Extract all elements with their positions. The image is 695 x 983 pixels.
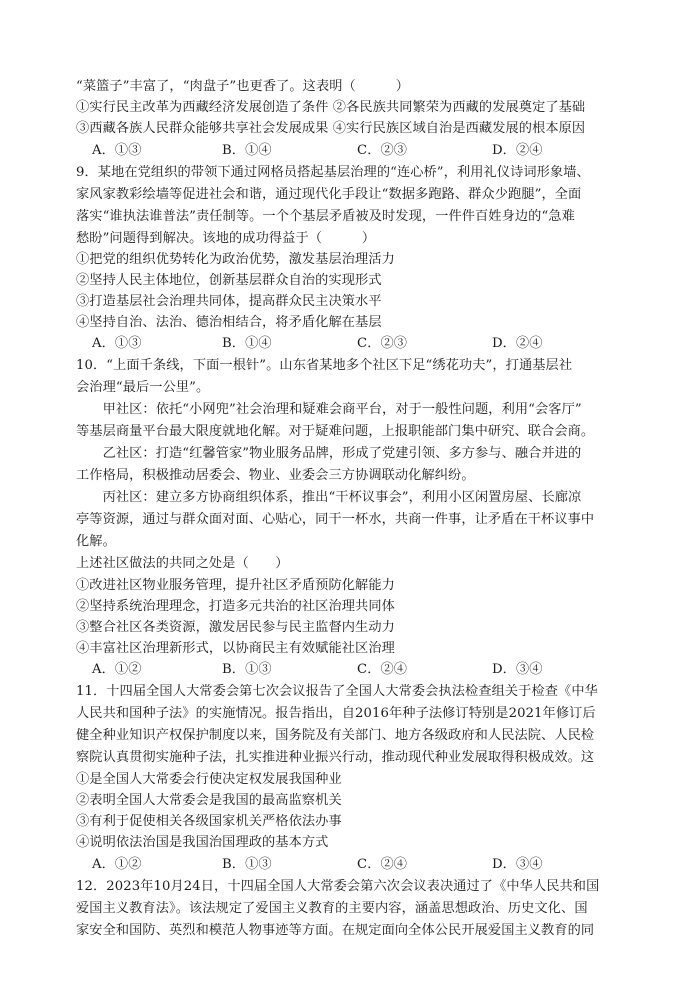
- question-11-stem: 健全种业知识产权保护制度以来，国务院及有关部门、地方各级政府和人民法院、人民检: [76, 728, 595, 743]
- option-b: B．①③: [222, 857, 272, 872]
- question-9-choice: ②坚持人民主体地位，创新基层群众自治的实现形式: [76, 273, 382, 288]
- question-11-choice: ③有利于促使相关各级国家机关严格依法办事: [76, 814, 342, 829]
- community-yi-text: 工作格局，积极推动居委会、物业、业委会三方协调联动化解纠纷。: [76, 468, 475, 483]
- question-11-choice: ①是全国人大常委会行使决定权发展我国种业: [76, 772, 342, 787]
- option-b: B．①④: [222, 336, 272, 351]
- community-yi-text: 乙社区：打造“红馨管家”物业服务品牌，形成了党建引领、多方参与、融合并进的: [76, 446, 582, 461]
- question-8-stem-end: “菜篮子”丰富了，“肉盘子”也更香了。这表明（ ）: [76, 79, 409, 94]
- community-jia-text: 甲社区：依托“小网兜”社会治理和疑难会商平台，对于一般性问题，利用“会客厅”: [76, 402, 582, 417]
- option-c: C．②④: [357, 662, 408, 677]
- option-b: B．①③: [222, 662, 272, 677]
- question-9-stem: 9．某地在党组织的带领下通过网格员搭起基层治理的“连心桥”，利用礼仪诗词形象墙、: [76, 165, 590, 180]
- question-11-choice: ④说明依法治国是我国治国理政的基本方式: [76, 835, 329, 850]
- question-12-stem: 家安全和国防、英烈和模范人物事迹等方面。在规定面向全体公民开展爱国主义教育的同: [76, 923, 595, 938]
- option-a: A．①②: [92, 662, 142, 677]
- option-d: D．②④: [492, 336, 543, 351]
- option-d: D．③④: [492, 857, 543, 872]
- question-10-prompt: 上述社区做法的共同之处是（ ）: [76, 556, 289, 571]
- option-c: C．②④: [357, 857, 408, 872]
- question-11-choice: ②表明全国人大常委会是我国的最高监察机关: [76, 793, 342, 808]
- community-bing-text: 丙社区：建立多方协商组织体系，推出“干杯议事会”，利用小区闲置房屋、长廊凉: [76, 490, 582, 505]
- option-d: D．②④: [492, 143, 543, 158]
- question-12-stem: 爱国主义教育法》。该法规定了爱国主义教育的主要内容，涵盖思想政治、历史文化、国: [76, 901, 588, 916]
- option-a: A．①②: [92, 857, 142, 872]
- question-11-stem: 11．十四届全国人大常委会第七次会议报告了全国人大常委会执法检查组关于检查《中华: [76, 684, 598, 699]
- question-10-choice: ④丰富社区治理新形式，以协商民主有效赋能社区治理: [76, 641, 395, 656]
- question-9-choice: ③打造基层社会治理共同体，提高群众民主决策水平: [76, 294, 382, 309]
- question-9-choice: ④坚持自治、法治、德治相结合，将矛盾化解在基层: [76, 315, 382, 330]
- community-jia-text: 等基层商量平台最大限度就地化解。对于疑难问题，上报职能部门集中研究、联合会商。: [76, 424, 595, 439]
- question-8-choice-row: ③西藏各族人民群众能够共享社会发展成果 ④实行民族区域自治是西藏发展的根本原因: [76, 121, 586, 136]
- question-9-stem: 家风家教彩绘墙等促进社会和谐，通过现代化手段让“数据多跑路、群众少跑腿”，全面: [76, 187, 582, 202]
- question-10-stem: 10．“上面千条线，下面一根针”。山东省某地多个社区下足“绣花功夫”，打通基层社: [76, 358, 573, 373]
- question-8-choice-row: ①实行民主改革为西藏经济发展创造了条件 ②各民族共同繁荣为西藏的发展奠定了基础: [76, 100, 586, 115]
- question-10-choice: ②坚持系统治理理念，打造多元共治的社区治理共同体: [76, 599, 395, 614]
- option-a: A．①③: [92, 336, 142, 351]
- question-9-stem: 落实“谁执法谁普法”责任制等。一个个基层矛盾被及时发现，一件件百姓身边的“急难: [76, 209, 575, 224]
- question-11-stem: 察院认真贯彻实施种子法，扎实推进种业振兴行动，推动现代种业发展取得积极成效。这: [76, 750, 595, 765]
- option-a: A．①③: [92, 143, 142, 158]
- community-bing-text: 亭等资源，通过与群众面对面、心贴心，同干一杯水，共商一件事，让矛盾在干杯议事中: [76, 512, 595, 527]
- community-bing-text: 化解。: [76, 534, 116, 549]
- question-12-stem: 12．2023年10月24日，十四届全国人大常委会第六次会议表决通过了《中华人民共和国: [76, 879, 600, 894]
- question-11-stem: 人民共和国种子法》的实施情况。报告指出，自2016年种子法修订特别是2021年修订后: [76, 706, 596, 721]
- option-b: B．①④: [222, 143, 272, 158]
- option-c: C．②③: [357, 336, 408, 351]
- option-c: C．②③: [357, 143, 408, 158]
- question-9-stem: 愁盼”问题得到解决。该地的成功得益于（ ）: [76, 231, 376, 246]
- option-d: D．③④: [492, 662, 543, 677]
- question-10-stem: 会治理“最后一公里”。: [76, 380, 210, 395]
- question-9-choice: ①把党的组织优势转化为政治优势，激发基层治理活力: [76, 252, 395, 267]
- question-10-choice: ①改进社区物业服务管理，提升社区矛盾预防化解能力: [76, 578, 395, 593]
- question-10-choice: ③整合社区各类资源，激发居民参与民主监督内生动力: [76, 620, 395, 635]
